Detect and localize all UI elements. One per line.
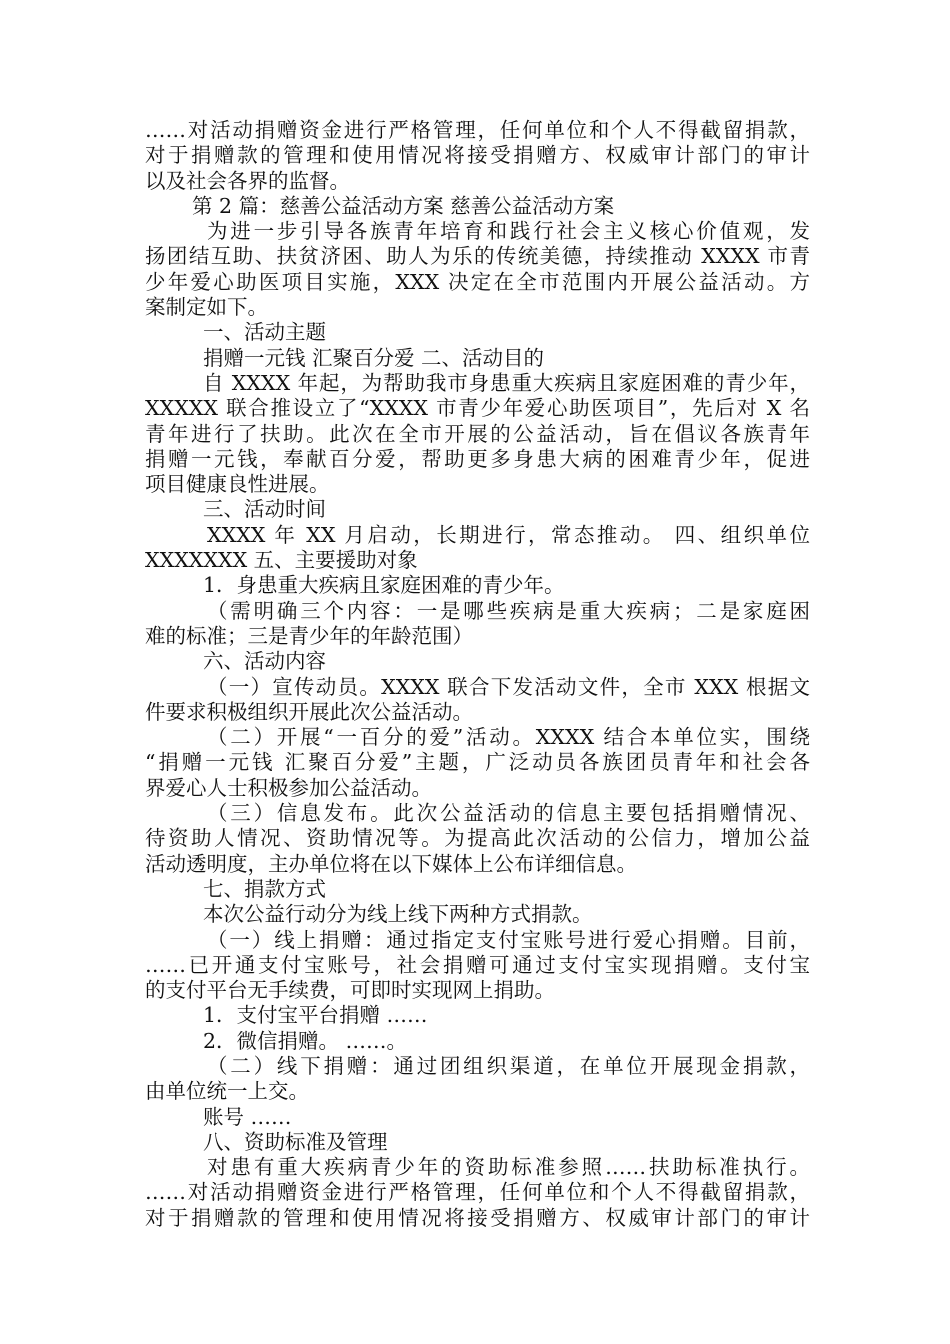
text-line: 一、活动主题: [203, 320, 326, 345]
text-line: 待资助人情况、资助情况等。为提高此次活动的公信力，增加公益: [145, 826, 810, 851]
text-line: 七、捐款方式: [203, 876, 326, 901]
text-line: 的支付平台无手续费，可即时实现网上捐助。: [145, 978, 555, 1003]
text-line: （二）开展“一百分的爱”活动。XXXX 结合本单位实，围绕: [207, 725, 810, 750]
text-line: 件要求积极组织开展此次公益活动。: [145, 699, 473, 724]
text-line: 项目健康良性进展。: [145, 472, 330, 497]
text-line: XXXXX 联合推设立了“XXXX 市青少年爱心助医项目”，先后对 X 名: [145, 396, 810, 421]
text-line: 少年爱心助医项目实施，XXX 决定在全市范围内开展公益活动。方: [145, 269, 810, 294]
text-line: 捐赠一元钱 汇聚百分爱 二、活动目的: [203, 345, 545, 370]
text-line: 活动透明度，主办单位将在以下媒体上公布详细信息。: [145, 851, 637, 876]
text-line: ……对活动捐赠资金进行严格管理，任何单位和个人不得截留捐款，: [145, 118, 810, 142]
text-line: 1．支付宝平台捐赠 ……: [203, 1003, 428, 1028]
text-line: 对于捐赠款的管理和使用情况将接受捐赠方、权威审计部门的审计: [145, 143, 810, 168]
text-line: 扬团结互助、扶贫济困、助人为乐的传统美德，持续推动 XXXX 市青: [145, 244, 810, 269]
text-line: 账号 ……: [203, 1104, 292, 1129]
text-line: 本次公益行动分为线上线下两种方式捐款。: [203, 902, 593, 927]
text-line: （三）信息发布。此次公益活动的信息主要包括捐赠情况、: [207, 801, 810, 826]
text-line: ……对活动捐赠资金进行严格管理，任何单位和个人不得截留捐款，: [145, 1180, 810, 1205]
text-line: 自 XXXX 年起，为帮助我市身患重大疾病且家庭困难的青少年，: [203, 370, 810, 395]
text-line: （一）宣传动员。XXXX 联合下发活动文件，全市 XXX 根据文: [207, 674, 810, 699]
text-line: 界爱心人士积极参加公益活动。: [145, 775, 432, 800]
text-line: 青年进行了扶助。此次在全市开展的公益活动，旨在倡议各族青年: [145, 421, 810, 446]
text-line: 捐赠一元钱，奉献百分爱，帮助更多身患大病的困难青少年，促进: [145, 446, 810, 471]
text-line: （二）线下捐赠：通过团组织渠道，在单位开展现金捐款，: [207, 1053, 810, 1078]
text-line: 1．身患重大疾病且家庭困难的青少年。: [203, 573, 565, 598]
text-line: 第 2 篇：慈善公益活动方案 慈善公益活动方案: [192, 193, 615, 218]
text-line: （一）线上捐赠：通过指定支付宝账号进行爱心捐赠。目前，: [207, 927, 810, 952]
text-line: 以及社会各界的监督。: [145, 168, 350, 193]
text-line: 案制定如下。: [145, 295, 268, 320]
text-line: 对患有重大疾病青少年的资助标准参照……扶助标准执行。: [207, 1155, 810, 1180]
text-line: 六、活动内容: [203, 649, 326, 674]
text-line: 对于捐赠款的管理和使用情况将接受捐赠方、权威审计部门的审计: [145, 1205, 810, 1230]
text-line: XXXXXXX 五、主要援助对象: [145, 548, 418, 573]
text-line: 由单位统一上交。: [145, 1079, 309, 1104]
text-line: 2．微信捐赠。 ……。: [203, 1028, 408, 1053]
text-line: 为进一步引导各族青年培育和践行社会主义核心价值观，发: [207, 219, 810, 244]
text-line: 三、活动时间: [203, 497, 326, 522]
text-line: 难的标准；三是青少年的年龄范围）: [145, 623, 473, 648]
text-line: 八、资助标准及管理: [203, 1129, 388, 1154]
text-line: “捐赠一元钱 汇聚百分爱”主题，广泛动员各族团员青年和社会各: [145, 750, 810, 775]
text-line: ……已开通支付宝账号，社会捐赠可通过支付宝实现捐赠。支付宝: [145, 952, 810, 977]
text-line: （需明确三个内容：一是哪些疾病是重大疾病；二是家庭困: [207, 598, 810, 623]
text-line: XXXX 年 XX 月启动，长期进行，常态推动。 四、组织单位: [207, 522, 810, 547]
document-body: [145, 118, 810, 1231]
